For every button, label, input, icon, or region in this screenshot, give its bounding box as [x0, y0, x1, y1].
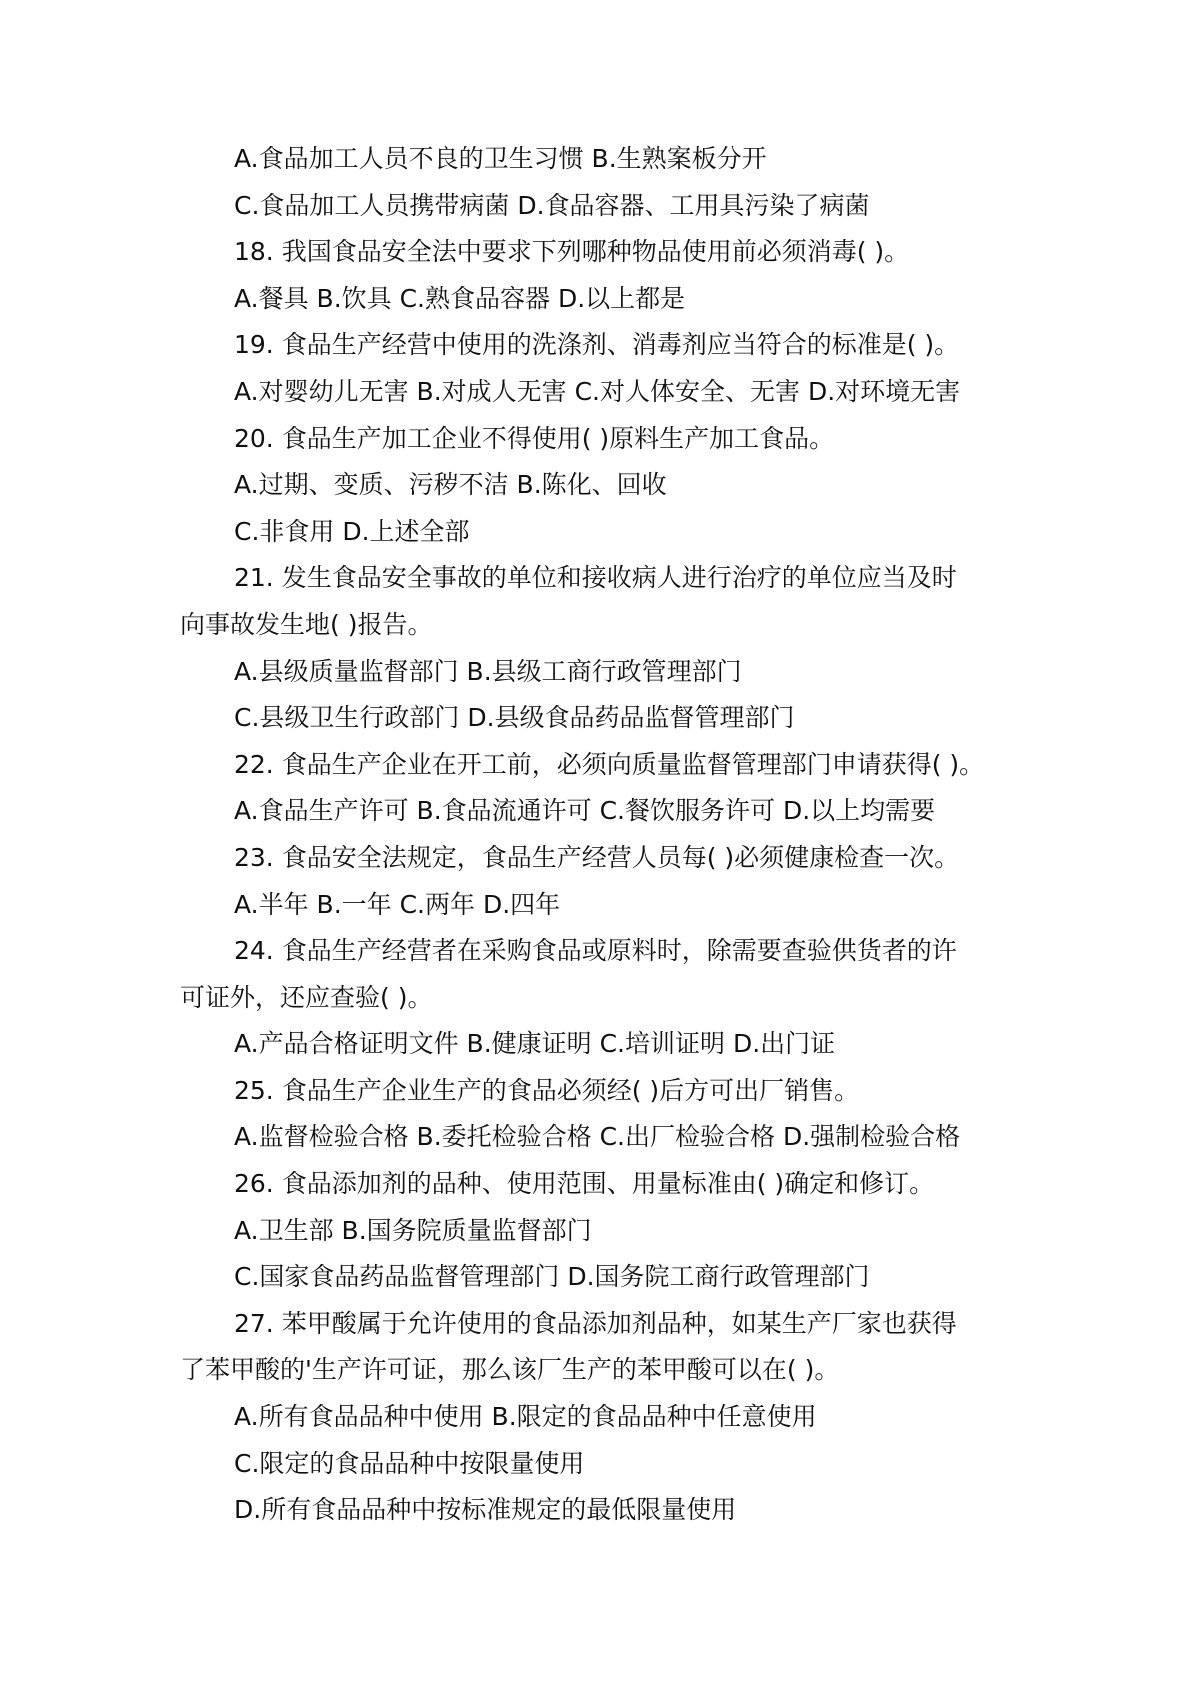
text-line: 了苯甲酸的'生产许可证，那么该厂生产的苯甲酸可以在( )。	[180, 1355, 840, 1385]
text-line: C.非食用 D.上述全部	[234, 516, 470, 546]
text-line: C.县级卫生行政部门 D.县级食品药品监督管理部门	[234, 703, 795, 733]
text-line: 27. 苯甲酸属于允许使用的食品添加剂品种，如某生产厂家也获得	[234, 1308, 957, 1338]
text-line: D.所有食品品种中按标准规定的最低限量使用	[234, 1495, 737, 1525]
text-line: A.卫生部 B.国务院质量监督部门	[234, 1215, 592, 1245]
text-line: A.监督检验合格 B.委托检验合格 C.出厂检验合格 D.强制检验合格	[234, 1122, 961, 1152]
text-line: 19. 食品生产经营中使用的洗涤剂、消毒剂应当符合的标准是( )。	[234, 330, 960, 360]
text-line: 可证外，还应查验( )。	[180, 982, 433, 1012]
text-line: 20. 食品生产加工企业不得使用( )原料生产加工食品。	[234, 423, 835, 453]
question-text-block	[180, 136, 1020, 1534]
text-line: 18. 我国食品安全法中要求下列哪种物品使用前必须消毒( )。	[234, 237, 910, 267]
text-line: C.限定的食品品种中按限量使用	[234, 1448, 585, 1478]
text-line: 24. 食品生产经营者在采购食品或原料时，除需要查验供货者的许	[234, 936, 957, 966]
text-line: 26. 食品添加剂的品种、使用范围、用量标准由( )确定和修订。	[234, 1169, 935, 1199]
text-line: A.食品加工人员不良的卫生习惯 B.生熟案板分开	[234, 144, 767, 173]
text-line: A.餐具 B.饮具 C.熟食品容器 D.以上都是	[234, 283, 686, 313]
text-line: 25. 食品生产企业生产的食品必须经( )后方可出厂销售。	[234, 1075, 860, 1105]
text-line: A.对婴幼儿无害 B.对成人无害 C.对人体安全、无害 D.对环境无害	[234, 376, 961, 406]
text-line: A.半年 B.一年 C.两年 D.四年	[234, 889, 561, 919]
text-line: A.过期、变质、污秽不洁 B.陈化、回收	[234, 470, 667, 500]
text-line: 向事故发生地( )报告。	[180, 609, 433, 639]
text-line: 21. 发生食品安全事故的单位和接收病人进行治疗的单位应当及时	[234, 563, 957, 593]
text-line: A.食品生产许可 B.食品流通许可 C.餐饮服务许可 D.以上均需要	[234, 796, 936, 826]
text-line: C.国家食品药品监督管理部门 D.国务院工商行政管理部门	[234, 1262, 870, 1292]
text-line: A.产品合格证明文件 B.健康证明 C.培训证明 D.出门证	[234, 1029, 836, 1059]
text-line: 22. 食品生产企业在开工前，必须向质量监督管理部门申请获得( )。	[234, 749, 985, 779]
text-line: 23. 食品安全法规定，食品生产经营人员每( )必须健康检查一次。	[234, 842, 960, 872]
text-line: A.县级质量监督部门 B.县级工商行政管理部门	[234, 656, 742, 686]
text-line: A.所有食品品种中使用 B.限定的食品品种中任意使用	[234, 1402, 817, 1432]
text-line: C.食品加工人员携带病菌 D.食品容器、工用具污染了病菌	[234, 190, 870, 220]
